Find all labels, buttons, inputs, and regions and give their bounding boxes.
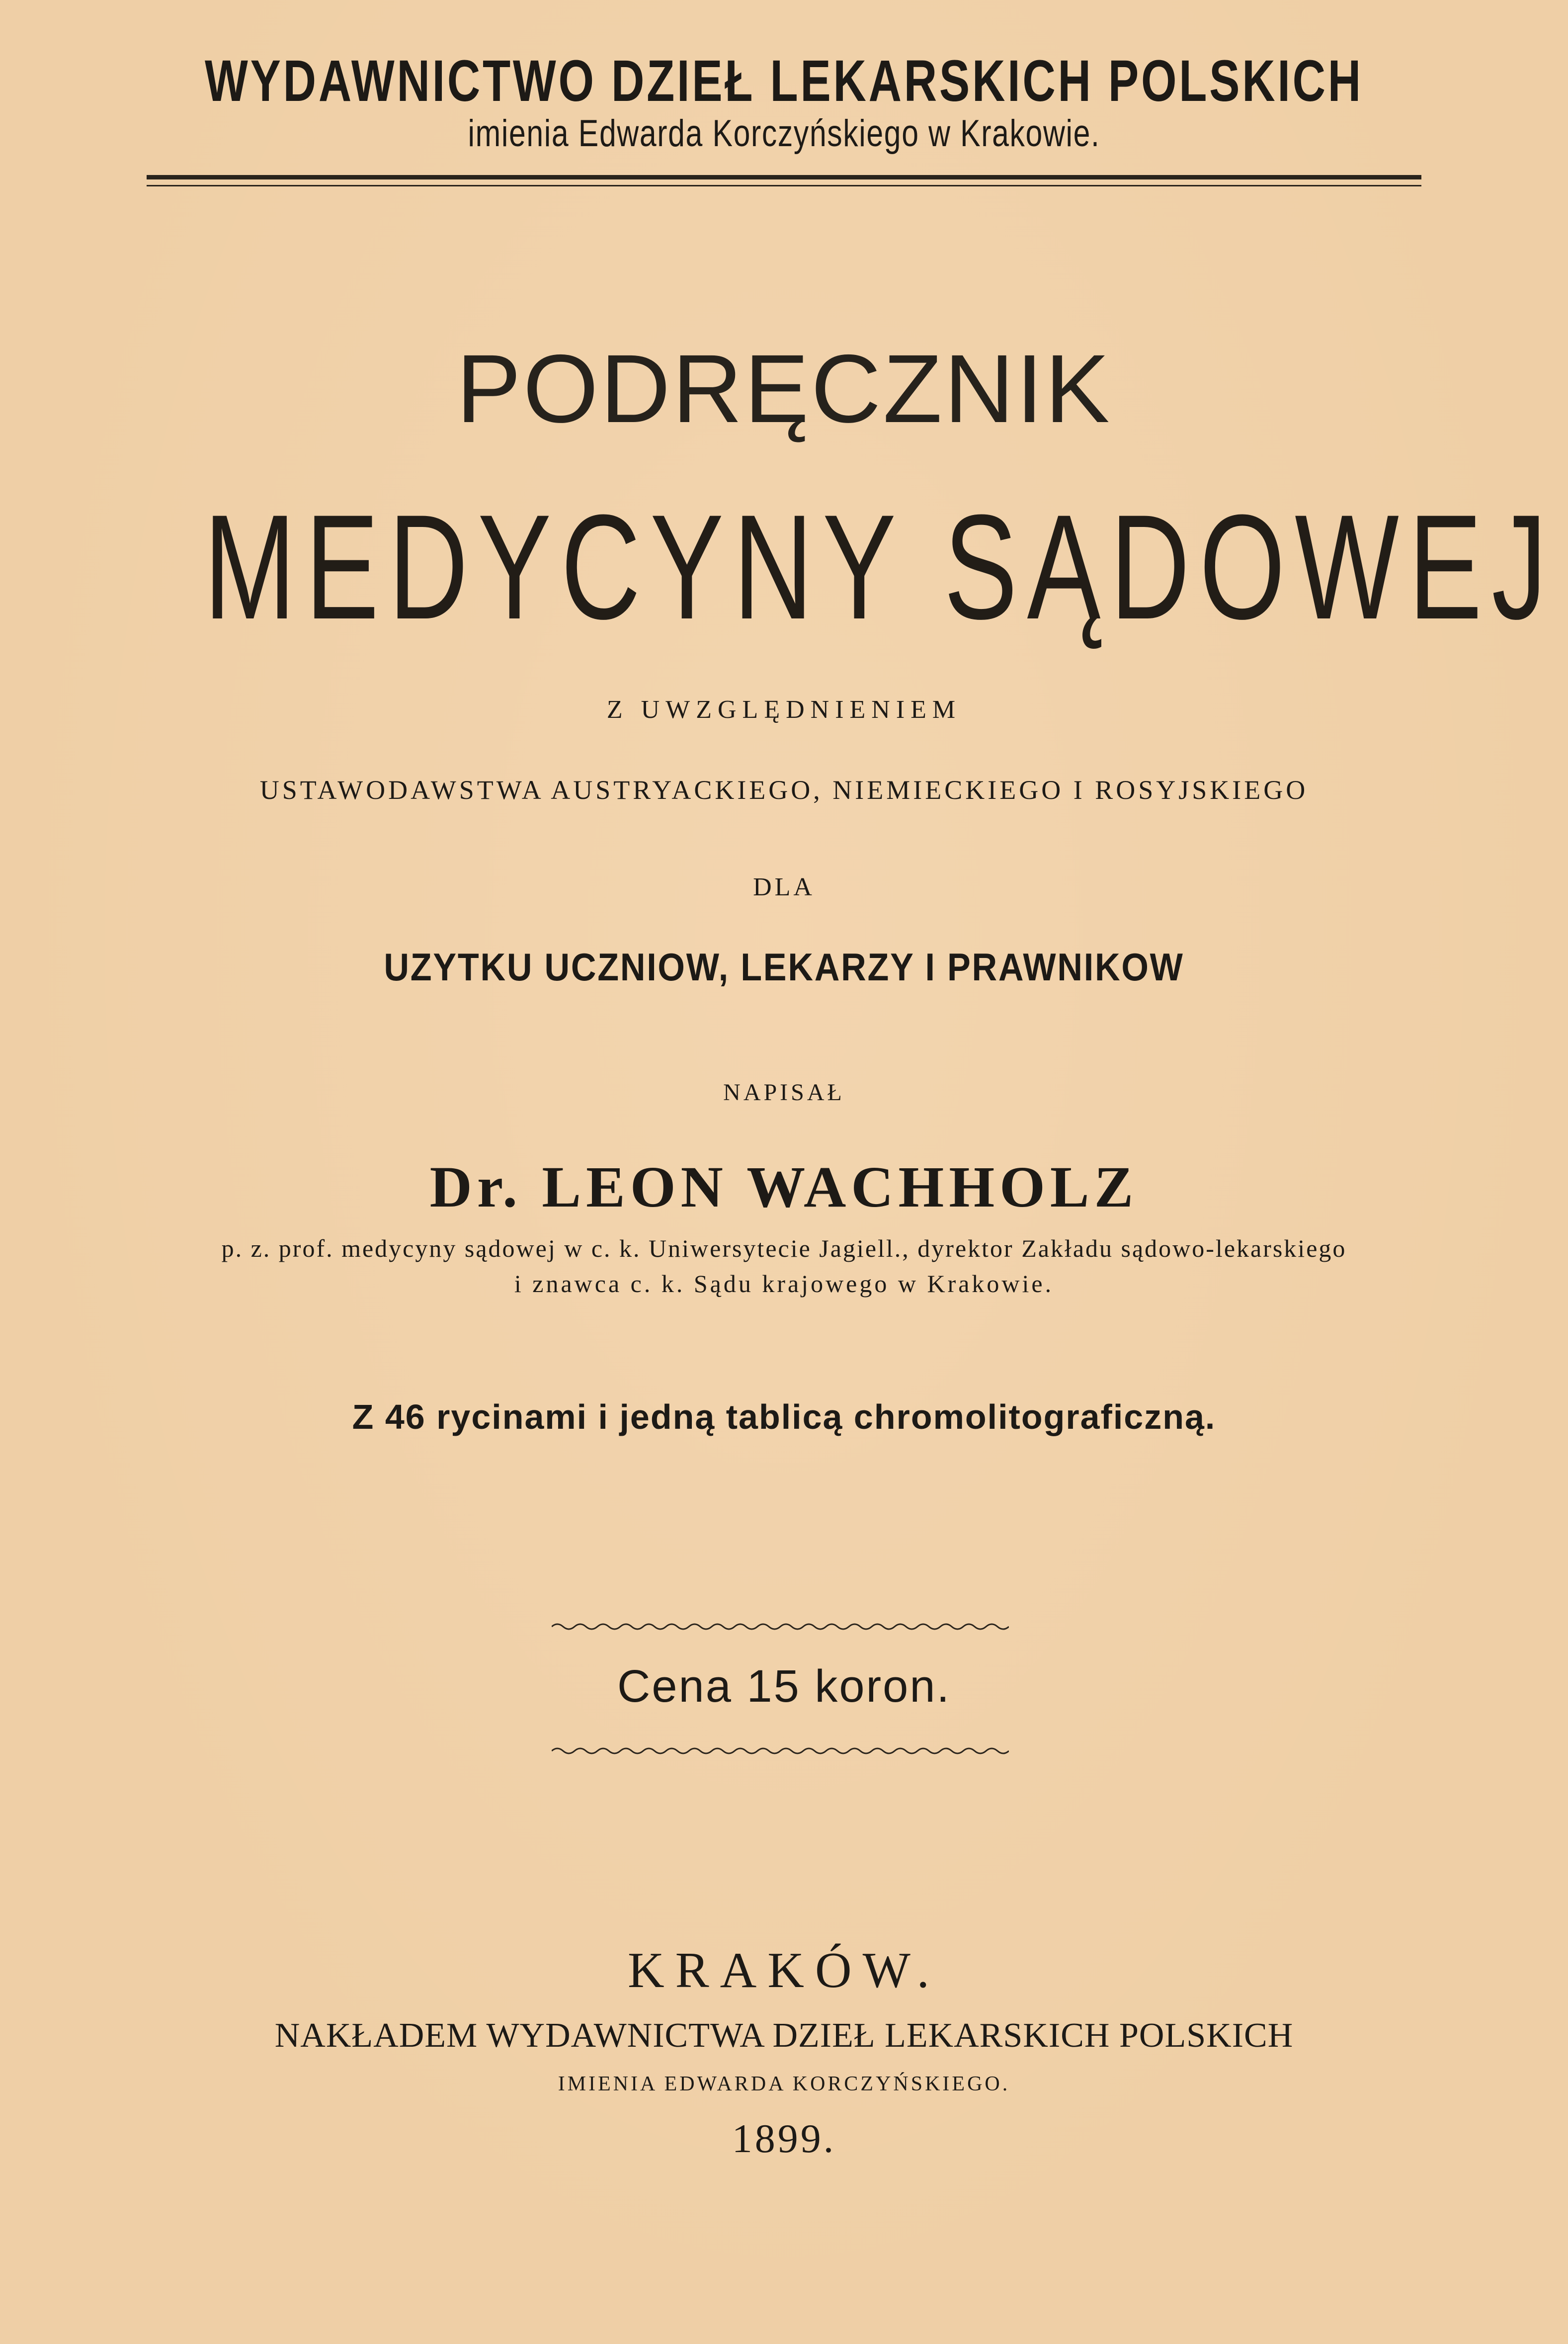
book-title-line2: MEDYCYNY SĄDOWEJ bbox=[204, 483, 1557, 650]
author-name: Dr. LEON WACHHOLZ bbox=[429, 1154, 1139, 1219]
imprint-city: KRAKÓW. bbox=[627, 1942, 941, 1998]
subtitle-line3: DLA bbox=[753, 873, 815, 901]
author-affiliation-line2: i znawca c. k. Sądu krajowego w Krakowie. bbox=[514, 1270, 1054, 1298]
publisher-subtitle: imienia Edwarda Korczyńskiego w Krakowie. bbox=[468, 112, 1100, 155]
subtitle-line1: Z UWZGLĘDNIENIEM bbox=[606, 695, 962, 724]
header-rule-thick bbox=[147, 175, 1421, 179]
book-title-line1: PODRĘCZNIK bbox=[456, 335, 1112, 443]
written-by-label: NAPISAŁ bbox=[723, 1079, 845, 1106]
publisher-name: WYDAWNICTWO DZIEŁ LEKARSKICH POLSKICH bbox=[205, 48, 1363, 114]
imprint-year: 1899. bbox=[732, 2116, 836, 2161]
header-rule-thin bbox=[147, 185, 1421, 186]
illustrations-note: Z 46 rycinami i jedną tablicą chromolitograficzną. bbox=[352, 1397, 1216, 1436]
price-label: Cena 15 koron. bbox=[617, 1661, 951, 1712]
wavy-ornament-bottom bbox=[552, 1745, 1009, 1757]
author-affiliation-line1: p. z. prof. medycyny sądowej w c. k. Uniwersytecie Jagiell., dyrektor Zakładu sądowo-lekarskiego bbox=[221, 1234, 1347, 1262]
imprint-line2: IMIENIA EDWARDA KORCZYŃSKIEGO. bbox=[558, 2073, 1010, 2095]
wavy-ornament-top bbox=[552, 1621, 1009, 1633]
audience-line: UZYTKU UCZNIOW, LEKARZY I PRAWNIKOW bbox=[384, 945, 1184, 989]
subtitle-line2: USTAWODAWSTWA AUSTRYACKIEGO, NIEMIECKIEGO I ROSYJSKIEGO bbox=[259, 775, 1309, 805]
imprint-line1: NAKŁADEM WYDAWNICTWA DZIEŁ LEKARSKICH POLSKICH bbox=[274, 2016, 1294, 2055]
